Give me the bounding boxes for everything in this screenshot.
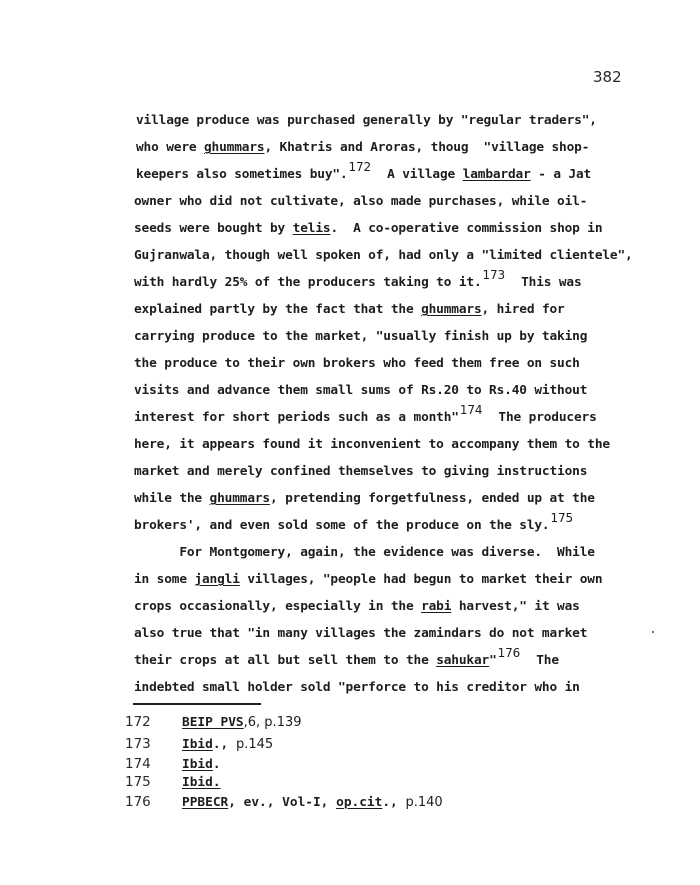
text-run: A village	[372, 167, 463, 182]
text-run: indebted small holder sold "perforce to his creditor who in	[134, 680, 580, 695]
text-line	[134, 194, 587, 210]
scan-speck	[652, 631, 654, 633]
footnote	[125, 756, 221, 773]
text-run: while the	[134, 491, 210, 506]
footnote-ref: 172	[348, 160, 371, 174]
text-run: , Khatris and Aroras, thoug "village shop-	[264, 140, 590, 155]
footnote-number: 174	[125, 756, 151, 772]
footnote-number: 172	[125, 714, 151, 730]
text-line	[134, 572, 602, 588]
text-line	[134, 329, 587, 345]
text-run: carrying produce to the market, "usually finish up by taking	[134, 329, 588, 344]
text-run: seeds were bought by	[134, 221, 293, 236]
citation-text: .	[212, 757, 221, 772]
text-run: For Montgomery, again, the evidence was diverse. While	[134, 545, 595, 560]
text-line	[136, 140, 589, 156]
footnote-ref: 176	[497, 646, 521, 660]
underlined-term: sahukar	[436, 653, 490, 668]
text-run: explained partly by the fact that the	[134, 302, 422, 317]
underlined-term: jangli	[194, 572, 240, 587]
text-run: brokers', and even sold some of the produce on the sly.	[134, 518, 550, 533]
text-run: harvest," it was	[451, 599, 580, 614]
underlined-term: lambardar	[462, 167, 531, 182]
text-line	[134, 302, 565, 318]
text-line	[134, 464, 587, 480]
citation-text: .,	[382, 795, 406, 810]
text-run: their crops at all but sell them to the	[134, 653, 437, 668]
text-line	[134, 491, 595, 507]
text-run: in some	[134, 572, 195, 587]
text-run: the produce to their own brokers who feed them free on such	[134, 356, 580, 371]
underlined-term: telis	[292, 221, 331, 236]
text-line	[136, 160, 592, 183]
text-run: Gujranwala, though well spoken of, had only a "limited clientele",	[134, 248, 633, 263]
text-line	[134, 626, 587, 642]
citation-text: p.140	[405, 795, 443, 810]
text-line	[134, 599, 580, 615]
text-run: - a Jat	[530, 167, 592, 182]
text-run: The	[521, 653, 559, 668]
text-line	[134, 268, 582, 291]
citation-text: p.145	[235, 737, 274, 752]
text-run: market and merely confined themselves to giving instructions	[134, 464, 588, 479]
footnote-ref: 173	[482, 268, 505, 282]
text-run: village produce was purchased generally by "regular traders",	[136, 113, 597, 128]
citation-title: Ibid	[182, 757, 213, 772]
text-line	[134, 221, 602, 237]
text-line	[134, 383, 587, 399]
page-number: 382	[593, 68, 622, 86]
footnote-number: 176	[125, 794, 151, 810]
footnote-rule	[133, 703, 261, 705]
footnote-ref: 174	[459, 403, 483, 417]
text-run: , hired for	[481, 302, 565, 317]
footnote	[125, 774, 221, 791]
footnote	[125, 714, 302, 731]
text-run: crops occasionally, especially in the	[134, 599, 422, 614]
text-line	[134, 437, 610, 453]
text-run: keepers also sometimes buy".	[136, 167, 348, 182]
underlined-term: ghummars	[209, 491, 270, 506]
text-run: The producers	[483, 410, 597, 425]
text-run: also true that "in many villages the zamindars do not market	[134, 626, 588, 641]
text-line	[134, 680, 580, 696]
citation-text: , ev., Vol-I,	[228, 795, 337, 810]
footnote	[125, 794, 443, 811]
citation-title: op.cit	[336, 795, 383, 810]
footnote-ref: 175	[550, 511, 573, 525]
text-run: with hardly 25% of the producers taking to it.	[134, 275, 482, 290]
footnote-number: 173	[125, 736, 151, 752]
citation-title: PPBECR	[182, 795, 229, 810]
citation-text: ,6, p.139	[243, 715, 302, 730]
text-line	[136, 113, 597, 129]
text-run: visits and advance them small sums of Rs.20 to Rs.40 without	[134, 383, 588, 398]
underlined-term: ghummars	[421, 302, 482, 317]
text-run: , pretending forgetfulness, ended up at the	[269, 491, 595, 506]
citation-title: Ibid.	[182, 775, 221, 790]
text-run: This was	[505, 275, 582, 290]
text-run: who were	[136, 140, 204, 155]
footnote	[125, 736, 273, 753]
text-line	[134, 646, 559, 669]
citation-title: BEIP PVS	[182, 715, 244, 730]
text-line	[134, 545, 595, 561]
text-run: . A co-operative commission shop in	[330, 221, 603, 236]
text-line	[134, 511, 574, 534]
text-run: here, it appears found it inconvenient to accompany them to the	[134, 437, 610, 452]
text-run: "	[489, 653, 497, 668]
underlined-term: rabi	[421, 599, 452, 614]
text-run: owner who did not cultivate, also made purchases, while oil-	[134, 194, 588, 209]
text-line	[134, 356, 580, 372]
footnote-number: 175	[125, 774, 151, 790]
citation-title: Ibid	[182, 737, 213, 752]
text-line	[134, 403, 597, 426]
citation-text: .,	[212, 737, 236, 752]
text-run: villages, "people had begun to market their own	[239, 572, 603, 587]
underlined-term: ghummars	[204, 140, 265, 155]
text-run: interest for short periods such as a month"	[134, 410, 459, 425]
text-line	[134, 248, 633, 264]
